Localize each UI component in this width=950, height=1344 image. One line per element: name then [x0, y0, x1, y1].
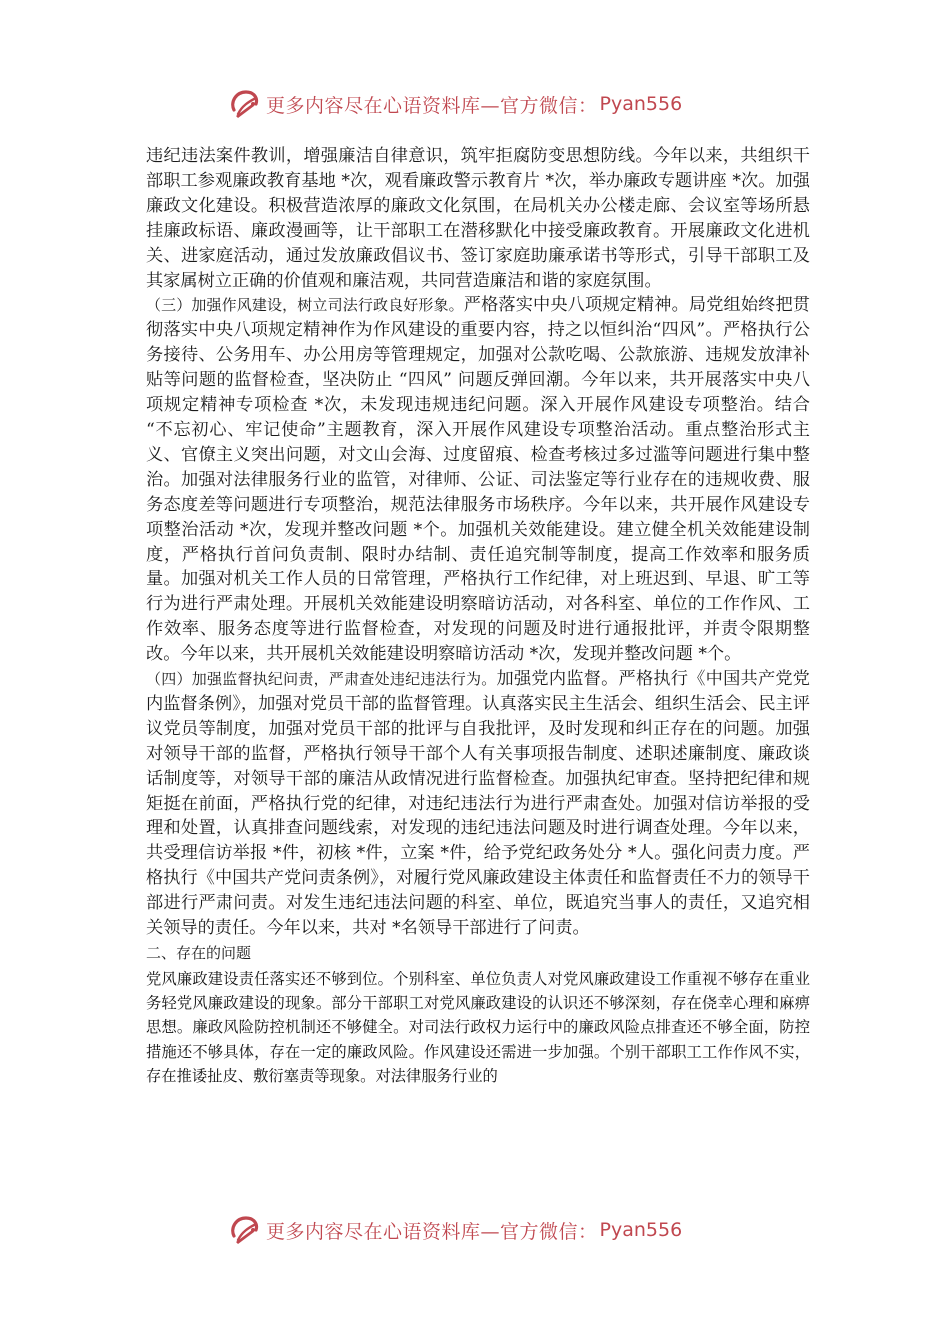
subheading-supervision: （四）加强监督执纪问责，严肃查处违纪违法行为。 [146, 670, 497, 689]
ink-brush-logo-icon [226, 1212, 262, 1248]
watermark-text: 更多内容尽在心语资料库—官方微信： [266, 1220, 598, 1243]
paragraph-integrity-education: 违纪违法案件教训，增强廉洁自律意识，筑牢拒腐防变思想防线。今年以来，共组织干部职工参观廉政教育基地 *次，观看廉政警示教育片 *次，举办廉政专题讲座 *次。加强廉政文化建设。积极营造浓厚的廉政文化氛围，在局机关办公楼走廊、会议室等场所悬挂廉政标语、廉政漫画等，让干部职工在潜移默化中接受廉政教育。开展廉政文化进机关、进家庭活动，通过发放廉政倡议书、签订家庭助廉承诺书等形式，引导干部职工及其家属树立正确的价值观和廉洁观，共同营造廉洁和谐的家庭氛围。 [146, 146, 810, 291]
paragraph-supervision-body: 加强党内监督。严格执行《中国共产党党内监督条例》，加强对党员干部的监督管理。认真落实民主生活会、组织生活会、民主评议党员等制度，加强对党员干部的批评与自我批评，及时发现和纠正存在的问题。加强对领导干部的监督，严格执行领导干部个人有关事项报告制度、述职述廉制度、廉政谈话制度等，对领导干部的廉洁从政情况进行监督检查。加强执纪审查。坚持把纪律和规矩挺在前面，严格执行党的纪律，对违纪违法行为进行严肃查处。加强对信访举报的受理和处置，认真排查问题线索，对发现的违纪违法问题及时进行调查处理。今年以来，共受理信访举报 *件，初核 *件，立案 *件，给予党纪政务处分 *人。强化问责力度。严格执行《中国共产党问责条例》，对履行党风廉政建设主体责任和监督责任不力的领导干部进行严肃问责。对发生违纪违法问题的科室、单位，既追究当事人的责任，又追究相关领导的责任。今年以来，共对 *名领导干部进行了问责。 [146, 669, 810, 939]
watermark-banner-top [226, 84, 746, 124]
watermark-text: 更多内容尽在心语资料库—官方微信： [266, 94, 598, 117]
paragraph-work-style-body: 严格落实中央八项规定精神。局党组始终把贯彻落实中央八项规定精神作为作风建设的重要内容，持之以恒纠治“四风”。严格执行公务接待、公务用车、办公用房等管理规定，加强对公款吃喝、公款旅游、违规发放津补贴等问题的监督检查，坚决防止 “四风” 问题反弹回潮。今年以来，共开展落实中央八项规定精神专项检查 *次，未发现违规违纪问题。深入开展作风建设专项整治。结合 “不忘初心、牢记使命”主题教育，深入开展作风建设专项整治活动。重点整治形式主义、官僚主义突出问题，对文山会海、过度留痕、检查考核过多过滥等问题进行集中整治。加强对法律服务行业的监管，对律师、公证、司法鉴定等行业存在的违规收费、服务态度差等问题进行专项整治，规范法律服务市场秩序。今年以来，共开展作风建设专项整治活动 *次，发现并整改问题 *个。加强机关效能建设。建立健全机关效能建设制度，严格执行首问负责制、限时办结制、责任追究制等制度，提高工作效率和服务质量。加强对机关工作人员的日常管理，严格执行工作纪律，对上班迟到、早退、旷工等行为进行严肃处理。开展机关效能建设明察暗访活动，对各科室、单位的工作作风、工作效率、服务态度等进行监督检查，对发现的问题及时进行通报批评，并责令限期整改。今年以来，共开展机关效能建设明察暗访活动 *次，发现并整改问题 *个。 [146, 295, 810, 665]
subheading-work-style: （三）加强作风建设，树立司法行政良好形象。 [146, 296, 464, 315]
paragraph-work-style [146, 293, 810, 667]
paragraph-supervision [146, 667, 810, 941]
watermark-banner-bottom [226, 1210, 746, 1250]
ink-brush-logo-icon [226, 86, 262, 122]
watermark-wechat-id: Pyan556 [599, 93, 683, 115]
section-heading-problems: 二、存在的问题 [146, 944, 252, 962]
document-body [146, 144, 810, 1088]
paragraph-problems: 党风廉政建设责任落实还不够到位。个别科室、单位负责人对党风廉政建设工作重视不够存在重业务轻党风廉政建设的现象。部分干部职工对党风廉政建设的认识还不够深刻，存在侥幸心理和麻痹思想。廉政风险防控机制还不够健全。对司法行政权力运行中的廉政风险点排查还不够全面，防控措施还不够具体，存在一定的廉政风险。作风建设还需进一步加强。个别干部职工工作作风不实，存在推诿扯皮、敷衍塞责等现象。对法律服务行业的 [146, 970, 810, 1085]
watermark-wechat-id: Pyan556 [599, 1219, 683, 1241]
